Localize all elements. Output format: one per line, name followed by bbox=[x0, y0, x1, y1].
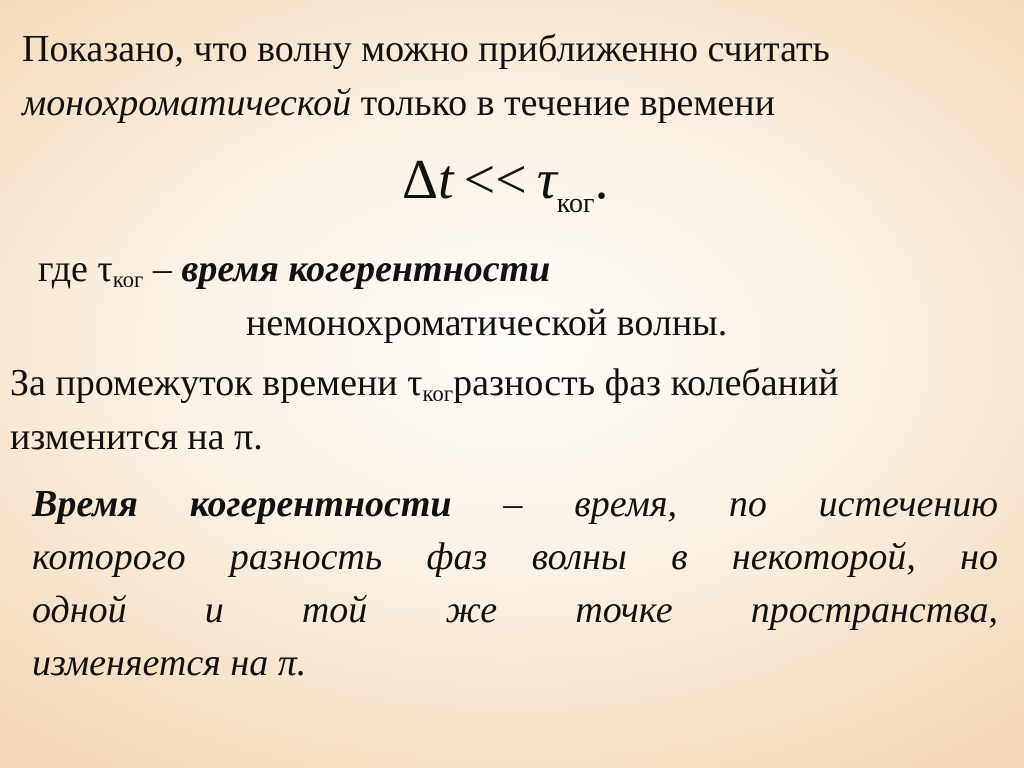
definition-line-1-rest: – время, по истечению bbox=[451, 483, 998, 525]
phase-subscript: ког bbox=[422, 381, 454, 406]
intro-line-1: Показано, что волну можно приближенно считать bbox=[22, 28, 830, 70]
where-subscript: ког bbox=[112, 267, 144, 292]
phase-prefix: За промежуток времени bbox=[10, 362, 408, 404]
definition-word: точке bbox=[575, 589, 673, 631]
where-line-2: немонохроматической волны. bbox=[246, 302, 728, 344]
definition-word: пространства, bbox=[750, 589, 998, 631]
definition-line-1 bbox=[32, 478, 998, 531]
formula-subscript: ког bbox=[556, 188, 595, 219]
where-tau: τ bbox=[97, 248, 113, 290]
formula-variable: t bbox=[438, 149, 454, 211]
coherence-time-definition bbox=[32, 478, 998, 690]
definition-word: же bbox=[445, 589, 498, 631]
coherence-time-term: время когерентности bbox=[181, 248, 551, 290]
formula-end: . bbox=[594, 149, 609, 211]
definition-word: одной bbox=[32, 589, 127, 631]
definition-word: и bbox=[204, 589, 224, 631]
definition-term: Время когерентности bbox=[32, 483, 452, 525]
formula-operator: << bbox=[463, 149, 527, 211]
definition-line-2: которого разность фаз волны в некоторой, но bbox=[32, 536, 998, 578]
phase-line-1 bbox=[10, 360, 839, 417]
where-prefix: где bbox=[38, 248, 98, 290]
phase-line-2: изменится на π. bbox=[10, 416, 263, 458]
where-dash: – bbox=[143, 248, 182, 290]
definition-line-4: изменяется на π. bbox=[32, 642, 307, 684]
intro-line-2-rest: только в течение времени bbox=[351, 82, 775, 124]
definition-line-3 bbox=[32, 584, 998, 637]
where-line bbox=[38, 246, 550, 303]
definition-word: той bbox=[301, 589, 368, 631]
intro-line-2 bbox=[22, 80, 775, 126]
formula-delta: Δ bbox=[402, 149, 439, 211]
phase-tau: τ bbox=[407, 362, 423, 404]
coherence-condition-formula bbox=[402, 148, 608, 236]
monochromatic-term: монохроматической bbox=[22, 82, 352, 124]
formula-tau: τ bbox=[536, 149, 557, 211]
phase-suffix: разность фаз колебаний bbox=[453, 362, 839, 404]
